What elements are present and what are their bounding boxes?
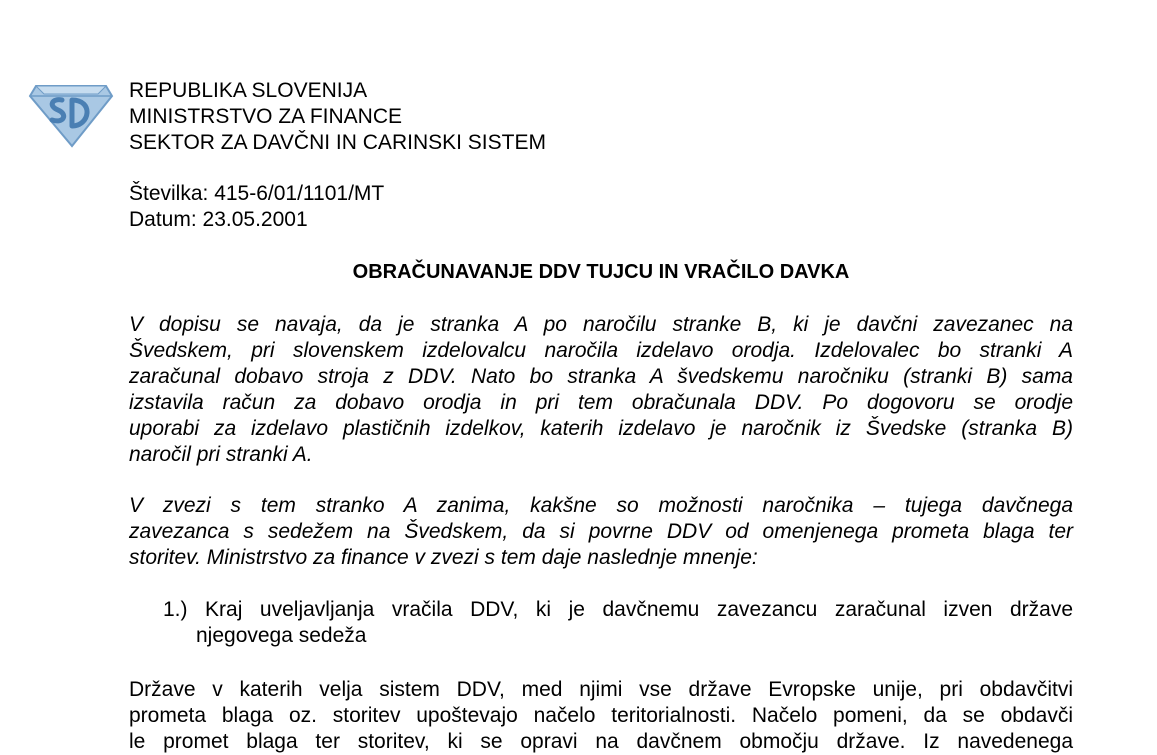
paragraph-line: Države v katerih velja sistem DDV, med njimi vse države Evropske unije, pri obdavčitvi: [129, 678, 1073, 701]
paragraph-line: storitev. Ministrstvo za finance v zvezi s tem daje naslednje mnenje:: [129, 546, 758, 569]
header-country: REPUBLIKA SLOVENIJA: [129, 79, 368, 102]
list-item-line: njegovega sedeža: [196, 624, 367, 647]
paragraph-territoriality: [129, 677, 1073, 755]
paragraph-line: V dopisu se navaja, da je stranka A po naročilu stranke B, ki je davčni zavezanec na: [129, 313, 1073, 336]
letterhead: [129, 78, 546, 156]
paragraph-line: zavezanca s sedežem na Švedskem, da si povrne DDV od omenjenega prometa blaga ter: [129, 520, 1073, 543]
paragraph-request: [129, 312, 1073, 468]
header-ministry: MINISTRSTVO ZA FINANCE: [129, 105, 403, 128]
paragraph-line: le promet blaga ter storitev, ki se opravi na davčnem območju države. Iz navedenega: [129, 730, 1073, 753]
diamond-logo-icon: [28, 80, 114, 148]
paragraph-line: zaračunal dobavo stroja z DDV. Nato bo stranka A švedskemu naročniku (stranki B) sama: [129, 365, 1073, 388]
document-date: Datum: 23.05.2001: [129, 208, 308, 231]
paragraph-line: uporabi za izdelavo plastičnih izdelkov, katerih izdelavo je naročnik iz Švedske (stranka B): [129, 417, 1073, 440]
ministry-logo: [28, 80, 114, 148]
header-sector: SEKTOR ZA DAVČNI IN CARINSKI SISTEM: [129, 131, 546, 154]
paragraph-line: izstavila račun za dobavo orodja in pri tem obračunala DDV. Po dogovoru se orodje: [129, 391, 1073, 414]
paragraph-line: naročil pri stranki A.: [129, 443, 313, 466]
document-number: Številka: 415-6/01/1101/MT: [129, 182, 385, 205]
numbered-heading-1: [163, 597, 1073, 649]
paragraph-line: Švedskem, pri slovenskem izdelovalcu naročila izdelavo orodja. Izdelovalec bo stranki A: [129, 339, 1073, 362]
paragraph-line: prometa blaga oz. storitev upoštevajo načelo teritorialnosti. Načelo pomeni, da se obdavči: [129, 704, 1073, 727]
document-title: OBRAČUNAVANJE DDV TUJCU IN VRAČILO DAVKA: [352, 261, 850, 283]
list-item-line: 1.) Kraj uveljavljanja vračila DDV, ki je davčnemu zavezancu zaračunal izven države: [163, 598, 1073, 621]
paragraph-line: V zvezi s tem stranko A zanima, kakšne so možnosti naročnika – tujega davčnega: [129, 494, 1073, 517]
document-meta: [129, 181, 384, 233]
paragraph-question: [129, 493, 1073, 571]
